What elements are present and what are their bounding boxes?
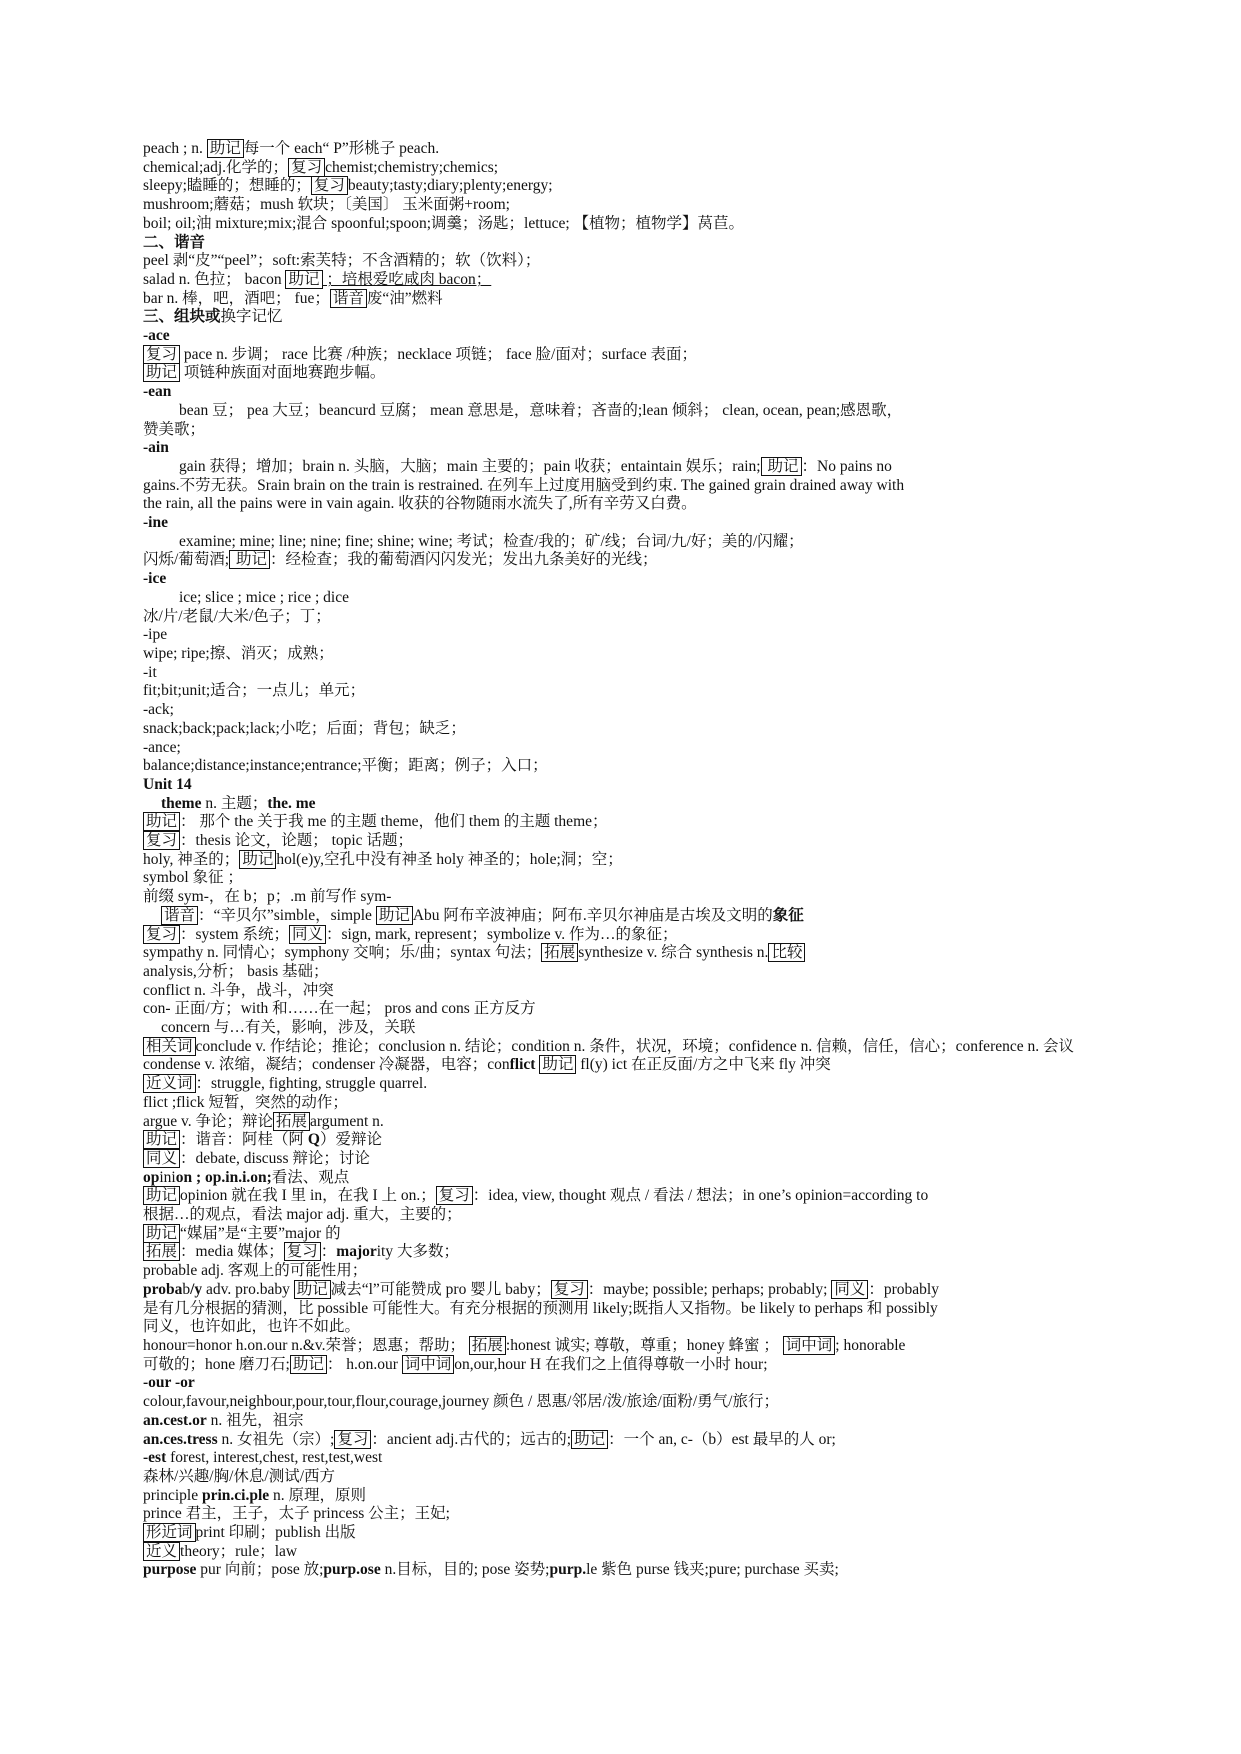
text-line (143, 364, 1133, 383)
text-segment: boil; oil;油 mixture;mix;混合 spoonful;spoon;调羹；汤匙；lettuce; 【植物；植物学】莴苣。 (143, 214, 745, 232)
text-segment: honour=honor h.on.our n.&v.荣誉；恩惠；帮助； (143, 1337, 469, 1354)
text-line (143, 1543, 1133, 1562)
text-segment: adv. pro.baby (202, 1280, 294, 1298)
text-line (143, 1206, 1133, 1225)
text-line (143, 177, 1133, 196)
boxed-label: 谐音 (330, 289, 367, 308)
text-segment: examine; mine; line; nine; fine; shine; wine; 考试；检查/我的；矿/线；台词/九/好；美的/闪耀； (179, 532, 804, 550)
text-line (143, 533, 1133, 552)
text-line (143, 907, 1133, 926)
text-segment: pur 向前；pose 放; (196, 1561, 324, 1579)
text-segment: ：经检查；我的葡萄酒闪闪发光；发出九条美好的光线； (270, 551, 658, 569)
boxed-label: 助记 (143, 812, 180, 831)
text-segment: -ine (143, 514, 168, 532)
boxed-label: 同义 (289, 925, 326, 944)
text-line (143, 290, 1133, 309)
text-segment: ：debate, discuss 辩论；讨论 (180, 1149, 370, 1167)
text-segment: ：idea, view, thought 观点 / 看法 / 想法；in one’s opinion=according to (472, 1187, 929, 1205)
text-line (143, 1056, 1133, 1075)
text-line (143, 1075, 1133, 1094)
boxed-label: 谐音 (161, 906, 198, 925)
text-segment: -our -or (143, 1374, 195, 1392)
text-segment: ：probably (868, 1280, 939, 1298)
text-line (143, 1318, 1133, 1337)
text-segment: n. 主题； (201, 794, 268, 812)
text-line (143, 1019, 1133, 1038)
text-line (143, 888, 1133, 907)
text-segment: argue v. 争论；辩论 (143, 1112, 274, 1130)
text-segment: ：thesis 论文，论题； topic 话题； (180, 832, 413, 850)
text-segment: synthesize v. 综合 synthesis n. (578, 944, 769, 962)
text-segment: proba (143, 1280, 183, 1298)
text-line (143, 1262, 1133, 1281)
boxed-label: 拓展 (143, 1242, 180, 1261)
text-segment: n. 祖先，祖宗 (206, 1411, 304, 1429)
text-segment: -ice (143, 570, 167, 588)
text-segment: n. 女祖先（宗）; (217, 1430, 335, 1448)
text-segment: ：谐音：阿桂（阿 (180, 1131, 308, 1149)
text-line (143, 477, 1133, 496)
text-segment: ini (159, 1168, 176, 1186)
boxed-label: 助记 (239, 850, 276, 869)
text-segment: salad n. 色拉； bacon (143, 270, 286, 288)
boxed-label: 复习 (143, 925, 180, 944)
text-line (143, 795, 1133, 814)
boxed-label: 同义 (143, 1149, 180, 1168)
boxed-label: 形近词 (143, 1523, 196, 1542)
text-line (143, 944, 1133, 963)
text-segment: ： 那个 the 关于我 me 的主题 theme，他们 them 的主题 theme； (180, 813, 608, 831)
boxed-label: 助记 (229, 550, 270, 569)
text-segment: ： (320, 1243, 337, 1261)
text-segment: major (336, 1243, 377, 1261)
text-segment: conclude v. 作结论；推论；conclusion n. 结论；condition n. 条件，状况，环境；confidence n. 信赖，信任，信心；conference n. 会议 (195, 1037, 1074, 1055)
boxed-label: 词中词 (402, 1355, 455, 1374)
document-page (143, 140, 1133, 1580)
text-segment: on,our,hour H 在我们之上值得尊敬一小时 hour; (454, 1355, 768, 1373)
text-line (143, 346, 1133, 365)
text-segment: mushroom;蘑菇；mush 软块；〔美国〕 玉米面粥+room; (143, 196, 510, 214)
text-segment: principle (143, 1486, 202, 1504)
text-line (143, 308, 1133, 327)
text-line (143, 252, 1133, 271)
text-line (143, 664, 1133, 683)
text-segment: ：struggle, fighting, struggle quarrel. (195, 1075, 428, 1093)
text-line (143, 458, 1133, 477)
text-segment: argument n. (310, 1112, 384, 1130)
text-line (143, 196, 1133, 215)
text-segment: balance;distance;instance;entrance;平衡；距离；例子；入口； (143, 757, 548, 775)
boxed-label: 复习 (284, 1242, 321, 1261)
text-segment: n. 原理，原则 (269, 1486, 367, 1504)
boxed-label: 助记 (143, 363, 180, 382)
boxed-label: 助记 (761, 457, 802, 476)
text-line (143, 1131, 1133, 1150)
text-segment: ：No pains no (801, 457, 892, 475)
boxed-label: 近义 (143, 1542, 180, 1561)
text-line (143, 1374, 1133, 1393)
text-segment: analysis,分析； basis 基础； (143, 962, 329, 980)
text-segment: opinion 就在我 I 里 in，在我 I 上 on.； (180, 1187, 436, 1205)
text-segment: 根据…的观点，看法 major adj. 重大，主要的； (143, 1206, 462, 1224)
text-segment: ；培根爱吃咸肉 bacon； (322, 270, 492, 288)
text-segment: /y (190, 1280, 203, 1298)
text-segment: gain 获得；增加；brain n. 头脑，大脑；main 主要的；pain 收获；entaintain 娱乐；rain; (179, 457, 761, 475)
boxed-label: 助记 (294, 1280, 331, 1299)
boxed-label: 助记 (143, 1130, 180, 1149)
text-segment: ice; slice ; mice ; rice ; dice (179, 588, 349, 606)
text-segment: conflict n. 斗争，战斗，冲突 (143, 981, 334, 999)
text-segment: 减去“l”可能赞成 pro 婴儿 baby； (330, 1280, 551, 1298)
text-segment: prince 君主，王子，太子 princess 公主；王妃; (143, 1505, 450, 1523)
text-line (143, 383, 1133, 402)
text-segment: ：media 媒体； (180, 1243, 284, 1261)
text-segment: 赞美歌； (143, 420, 206, 438)
boxed-label: 助记 (207, 139, 244, 158)
text-segment: beauty;tasty;diary;plenty;energy; (347, 177, 553, 195)
text-segment: -it (143, 663, 157, 681)
text-line (143, 514, 1133, 533)
text-line (143, 1243, 1133, 1262)
text-segment: ; honorable (835, 1337, 906, 1354)
text-line (143, 271, 1133, 290)
text-segment: bar n. 棒，吧，酒吧； fue； (143, 289, 330, 307)
text-line (143, 551, 1133, 570)
text-segment: forest, interest,chest, rest,test,west (166, 1449, 383, 1467)
text-segment: -ance; (143, 738, 181, 756)
text-segment: prin.ci.ple (201, 1486, 270, 1504)
text-segment: ：“辛贝尔”simble，simple (198, 906, 376, 924)
text-segment: concern 与…有关，影响，涉及，关联 (161, 1019, 416, 1037)
text-segment: theme (161, 794, 202, 812)
text-segment: Abu 阿布辛波神庙；阿布.辛贝尔神庙是古埃及文明的 (412, 906, 773, 924)
text-segment: -ace (143, 327, 170, 345)
text-segment: 项链种族面对面地赛跑步幅。 (180, 364, 386, 382)
text-segment: probable adj. 客观上的可能性用； (143, 1262, 368, 1280)
text-segment: an.ces.tress (143, 1430, 218, 1448)
text-segment: print 印刷；publish 出版 (195, 1524, 356, 1542)
text-segment: fit;bit;unit;适合；一点儿；单元； (143, 682, 366, 700)
text-line (143, 1187, 1133, 1206)
text-line (143, 140, 1133, 159)
boxed-label: 复习 (311, 176, 348, 195)
text-segment: :honest 诚实; 尊敬，尊重；honey 蜂蜜 ； (505, 1337, 783, 1354)
text-segment: “媒届”是“主要”major 的 (180, 1224, 341, 1242)
text-line (143, 1431, 1133, 1450)
text-segment: ity 大多数； (376, 1243, 459, 1261)
text-segment: -ack; (143, 701, 174, 719)
text-segment: snack;back;pack;lack;小吃；后面；背包；缺乏； (143, 719, 466, 737)
text-segment: 是有几分根据的猜测，比 possible 可能性大。有充分根据的预测用 likely;既指人又指物。be likely to perhaps 和 possibly (143, 1299, 938, 1317)
text-segment: 三、组块或 (143, 308, 221, 326)
text-segment: 看法、观点 (271, 1168, 350, 1186)
text-line (143, 720, 1133, 739)
text-line (143, 1487, 1133, 1506)
text-segment: b (182, 1280, 191, 1298)
text-line (143, 421, 1133, 440)
text-line (143, 570, 1133, 589)
text-line (143, 1505, 1133, 1524)
text-segment: chemist;chemistry;chemics; (325, 158, 499, 176)
text-segment: purp. (549, 1561, 587, 1579)
text-segment: ：sign, mark, represent；symbolize v. 作为…的象征； (325, 925, 678, 943)
text-segment: ：system 系统； (180, 925, 289, 943)
text-segment: Q (307, 1131, 320, 1149)
text-segment: symbol 象征 ； (143, 869, 243, 887)
text-segment: n.目标，目的; pose 姿势; (380, 1561, 550, 1579)
text-line (143, 1337, 1133, 1356)
text-segment: op (143, 1168, 160, 1186)
text-line (143, 589, 1133, 608)
text-line (143, 327, 1133, 346)
text-segment: -ean (143, 383, 172, 401)
boxed-label: 复习 (143, 831, 180, 850)
text-segment: the. me (267, 794, 316, 812)
boxed-label: 复习 (551, 1280, 588, 1299)
boxed-label: 助记 (143, 1224, 180, 1243)
text-segment: colour,favour,neighbour,pour,tour,flour,courage,journey 颜色 / 恩惠/邻居/泼/旅途/面粉/勇气/旅行； (143, 1393, 779, 1411)
text-segment: 象征 (772, 906, 804, 924)
text-segment: an.cest.or (143, 1411, 207, 1429)
text-segment: sympathy n. 同情心；symphony 交响；乐/曲；syntax 句法； (143, 944, 542, 962)
text-line (143, 682, 1133, 701)
text-line (143, 234, 1133, 253)
boxed-label: 拓展 (273, 1112, 310, 1131)
text-segment: -ipe (143, 626, 168, 644)
boxed-label: 助记 (290, 1355, 327, 1374)
text-line (143, 963, 1133, 982)
boxed-label: 拓展 (469, 1336, 506, 1355)
boxed-label: 近义词 (143, 1074, 196, 1093)
text-segment: ）爱辩论 (319, 1131, 382, 1149)
text-line (143, 776, 1133, 795)
text-segment: 同义，也许如此，也许不如此。 (143, 1318, 361, 1336)
text-segment: 冰/片/老鼠/大米/色子；丁； (143, 607, 331, 625)
text-line (143, 1524, 1133, 1543)
text-segment: flict (509, 1056, 536, 1074)
text-line (143, 645, 1133, 664)
text-line (143, 439, 1133, 458)
text-segment: theory；rule；law (180, 1542, 298, 1560)
text-line (143, 1412, 1133, 1431)
boxed-label: 同义 (831, 1280, 868, 1299)
text-segment: peel 剥“皮”“peel”；soft:索芙特；不含酒精的；软（饮料）； (143, 252, 541, 270)
text-segment: 换字记忆 (220, 308, 283, 326)
boxed-label: 比较 (768, 943, 805, 962)
text-line (143, 851, 1133, 870)
text-segment: -est (143, 1449, 167, 1467)
boxed-label: 助记 (376, 906, 413, 925)
text-line (143, 1000, 1133, 1019)
text-segment: peach ; n. (143, 140, 207, 157)
text-line (143, 1150, 1133, 1169)
boxed-label: 词中词 (783, 1336, 836, 1355)
boxed-label: 助记 (539, 1055, 576, 1074)
text-segment: on ; op.in.i.on; (175, 1168, 272, 1186)
text-line (143, 1300, 1133, 1319)
text-segment: 前缀 sym-，在 b；p；.m 前写作 sym- (143, 888, 392, 906)
boxed-label: 助记 (571, 1430, 608, 1449)
text-line (143, 1356, 1133, 1375)
text-line (143, 1225, 1133, 1244)
text-segment: the rain, all the pains were in vain again. 收获的谷物随雨水流失了,所有辛劳又白费。 (143, 495, 697, 513)
text-segment: purpose (143, 1561, 197, 1579)
text-line (143, 701, 1133, 720)
text-segment: purp.ose (323, 1561, 381, 1579)
text-segment: sleepy;瞌睡的；想睡的； (143, 177, 311, 195)
text-segment: fl(y) ict 在正反面/方之中飞来 fly 冲突 (576, 1056, 831, 1074)
boxed-label: 相关词 (143, 1037, 196, 1056)
boxed-label: 助记 (143, 1186, 180, 1205)
text-segment: con- 正面/方；with 和……在一起； pros and cons 正方反方 (143, 1000, 536, 1018)
text-line (143, 1393, 1133, 1412)
text-line (143, 215, 1133, 234)
boxed-label: 复习 (436, 1186, 473, 1205)
text-line (143, 832, 1133, 851)
text-line (143, 1113, 1133, 1132)
text-line (143, 608, 1133, 627)
text-segment: wipe; ripe;擦、消灭；成熟； (143, 644, 334, 662)
text-segment: chemical;adj.化学的； (143, 158, 289, 176)
text-segment: 二、谐音 (143, 233, 206, 251)
text-segment: 可敬的；hone 磨刀石; (143, 1355, 290, 1373)
text-segment: ：ancient adj.古代的；远古的; (371, 1430, 572, 1448)
text-line (143, 1094, 1133, 1113)
text-segment: 废“油”燃料 (366, 289, 443, 307)
text-segment: hol(e)y,空孔中没有神圣 holy 神圣的；hole;洞；空； (276, 850, 623, 868)
text-line (143, 926, 1133, 945)
text-line (143, 1561, 1133, 1580)
boxed-label: 复习 (143, 345, 180, 364)
boxed-label: 复习 (334, 1430, 371, 1449)
text-line (143, 813, 1133, 832)
text-segment: ： h.on.our (326, 1355, 402, 1373)
text-line (143, 739, 1133, 758)
boxed-label: 复习 (288, 158, 325, 177)
text-segment: ：maybe; possible; perhaps; probably; (587, 1280, 832, 1298)
text-segment: bean 豆； pea 大豆；beancurd 豆腐； mean 意思是，意味着；吝啬的;lean 倾斜； clean, ocean, pean;感恩歌， (179, 401, 903, 419)
text-segment: ：一个 an, c-（b）est 最早的人 or; (608, 1430, 836, 1448)
boxed-label: 助记 (285, 270, 322, 289)
text-segment: -ain (143, 439, 169, 457)
text-line (143, 402, 1133, 421)
text-segment: le 紫色 purse 钱夹;pure; purchase 买卖; (586, 1561, 839, 1579)
text-line (143, 626, 1133, 645)
text-line (143, 1281, 1133, 1300)
text-segment: holy, 神圣的； (143, 850, 240, 868)
text-segment: 每一个 each“ P”形桃子 peach. (243, 140, 440, 157)
text-segment: condense v. 浓缩，凝结；condenser 冷凝器，电容；con (143, 1056, 510, 1074)
text-line (143, 1468, 1133, 1487)
text-line (143, 1449, 1133, 1468)
boxed-label: 拓展 (541, 943, 578, 962)
text-segment: 闪烁/葡萄酒; (143, 551, 230, 569)
text-segment: Unit 14 (143, 775, 192, 793)
text-line (143, 869, 1133, 888)
text-segment: gains.不劳无获。Srain brain on the train is restrained. 在列车上过度用脑受到约束. The gained grain drained away with (143, 476, 905, 494)
text-line (143, 1169, 1133, 1188)
text-line (143, 757, 1133, 776)
text-segment: 森林/兴趣/胸/休息/测试/西方 (143, 1467, 336, 1485)
text-segment: flict ;flick 短暂，突然的动作； (143, 1093, 348, 1111)
text-line (143, 1038, 1133, 1057)
text-line (143, 982, 1133, 1001)
text-line (143, 159, 1133, 178)
text-line (143, 495, 1133, 514)
text-segment: pace n. 步调； race 比赛 /种族；necklace 项链； face 脸/面对；surface 表面； (180, 345, 697, 363)
